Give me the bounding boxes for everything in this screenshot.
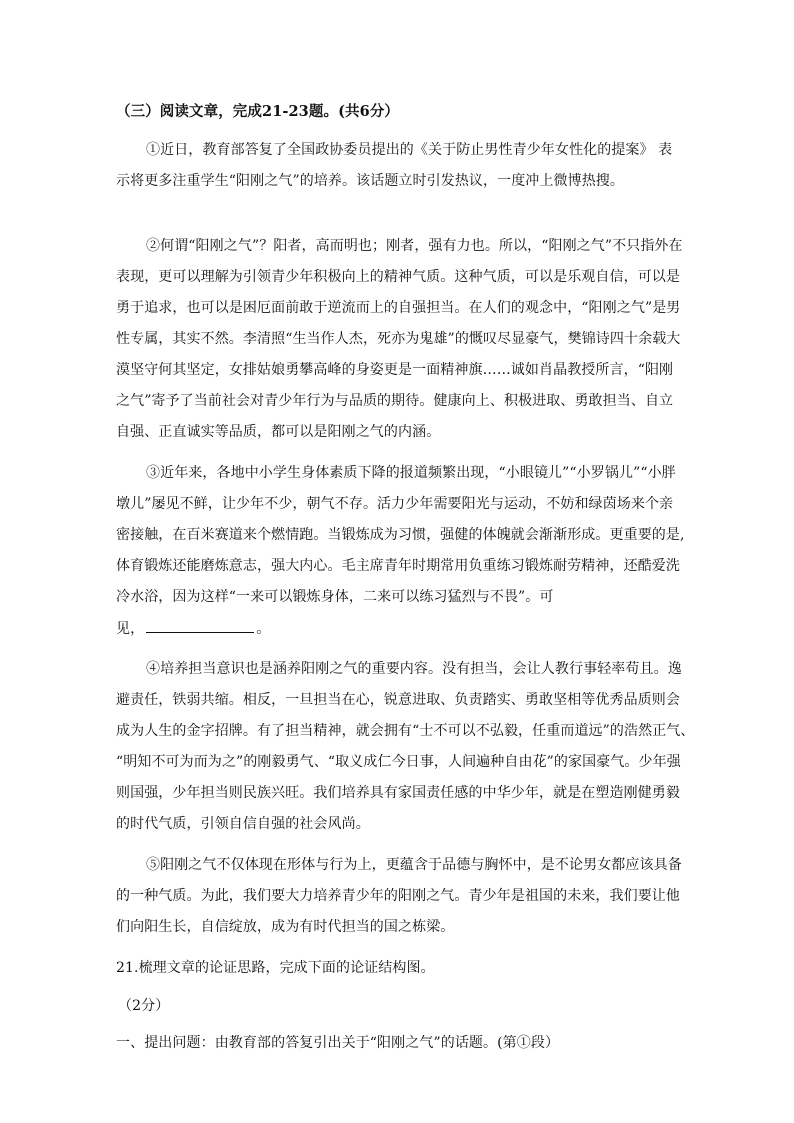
paragraph-4-line-2: 避责任，铁弱共缩。相反，一旦担当在心，锐意进取、负责踏实、勇敢坚相等优秀品质则会 — [116, 692, 680, 708]
question-21-prompt: 21.梳理文章的论证思路，完成下面的论证结构图。 — [116, 960, 435, 976]
paragraph-5-line-2: 的一种气质。为此，我们要大力培养青少年的阳刚之气。青少年是祖国的未来，我们要让他 — [116, 888, 680, 904]
paragraph-5-line-1: ⑤阳刚之气不仅体现在形体与行为上，更蕴含于品德与胸怀中，是不论男女都应该具备 — [146, 857, 682, 873]
paragraph-3-line-4: 体育锻炼还能磨炼意志，强大内心。毛主席青年时期常用负重练习锻炼耐劳精神，还酷爱洗 — [116, 558, 680, 574]
paragraph-3-line-3: 密接触，在百米赛道来个燃情跑。当锻炼成为习惯，强健的体魄就会渐渐形成。更重要的是, — [116, 527, 685, 543]
conclusion-suffix: 。 — [256, 621, 271, 637]
section-title: （三）阅读文章，完成21-23题。(共6分） — [116, 103, 400, 120]
paragraph-2-line-4: 性专属，其实不然。李清照“生当作人杰，死亦为鬼雄”的慨叹尽显豪气，樊锦诗四十余载大 — [116, 331, 681, 347]
paragraph-2-line-5: 漠坚守何其坚定，女排姑娘勇攀高峰的身姿更是一面精神旗……诚如肖晶教授所言，“阳刚 — [116, 362, 674, 378]
question-21-score: （2分） — [118, 998, 170, 1014]
paragraph-3-conclusion-line — [116, 618, 270, 639]
paragraph-4-line-4: “明知不可为而为之”的刚毅勇气、“取义成仁今日事，人间遍种自由花”的家国豪气。少年强 — [116, 754, 681, 770]
paragraph-4-line-5: 则国强，少年担当则民族兴旺。我们培养具有家国责任感的中华少年，就是在塑造刚健勇毅 — [116, 785, 680, 801]
question-21-structure-step-1: 一、提出问题：由教育部的答复引出关于“阳刚之气”的话题。(第①段） — [116, 1035, 560, 1051]
paragraph-3-line-5: 冷水浴，因为这样“一来可以锻炼身体，二来可以练习猛烈与不畏”。可 — [116, 589, 554, 605]
paragraph-2-line-6: 之气”寄予了当前社会对青少年行为与品质的期待。健康向上、积极进取、勇敢担当、自立 — [116, 393, 674, 409]
answer-blank[interactable] — [146, 618, 254, 633]
paragraph-2-line-2: 表现，更可以理解为引领青少年积极向上的精神气质。这种气质，可以是乐观自信，可以是 — [116, 269, 680, 285]
paragraph-1-line-2: 示将更多注重学生“阳刚之气”的培养。该话题立时引发热议，一度冲上微博热搜。 — [116, 173, 625, 189]
paragraph-5-line-3: 们向阳生长，自信绽放，成为有时代担当的国之栋梁。 — [116, 919, 455, 935]
paragraph-1-line-1: ①近日，教育部答复了全国政协委员提出的《关于防止男性青少年女性化的提案》 表 — [146, 142, 673, 158]
paragraph-4-line-1: ④培养担当意识也是涵养阳刚之气的重要内容。没有担当，会让人教行事轻率苟且。逸 — [146, 661, 682, 677]
paragraph-3-line-1: ③近年来，各地中小学生身体素质下降的报道频繁出现，“小眼镜儿”“小罗锅儿”“小胖 — [146, 465, 676, 481]
paragraph-2-line-7: 自强、正直诚实等品质，都可以是阳刚之气的内涵。 — [116, 424, 441, 440]
conclusion-prefix: 见， — [116, 621, 145, 637]
paragraph-2-line-1: ②何谓“阳刚之气”？阳者，高而明也；刚者，强有力也。所以，“阳刚之气”不只指外在 — [146, 238, 683, 254]
paragraph-4-line-3: 成为人生的金字招牌。有了担当精神，就会拥有“士不可以不弘毅，任重而道远”的浩然正气、 — [116, 723, 695, 739]
paragraph-3-line-2: 墩儿”屡见不鲜，让少年不少，朝气不存。活力少年需要阳光与运动，不妨和绿茵场来个亲 — [116, 496, 674, 512]
paragraph-2-line-3: 勇于追求，也可以是困厄面前敢于逆流而上的自强担当。在人们的观念中，“阳刚之气”是男 — [116, 300, 681, 316]
paragraph-4-line-6: 的时代气质，引领自信自强的社会风尚。 — [116, 816, 370, 832]
